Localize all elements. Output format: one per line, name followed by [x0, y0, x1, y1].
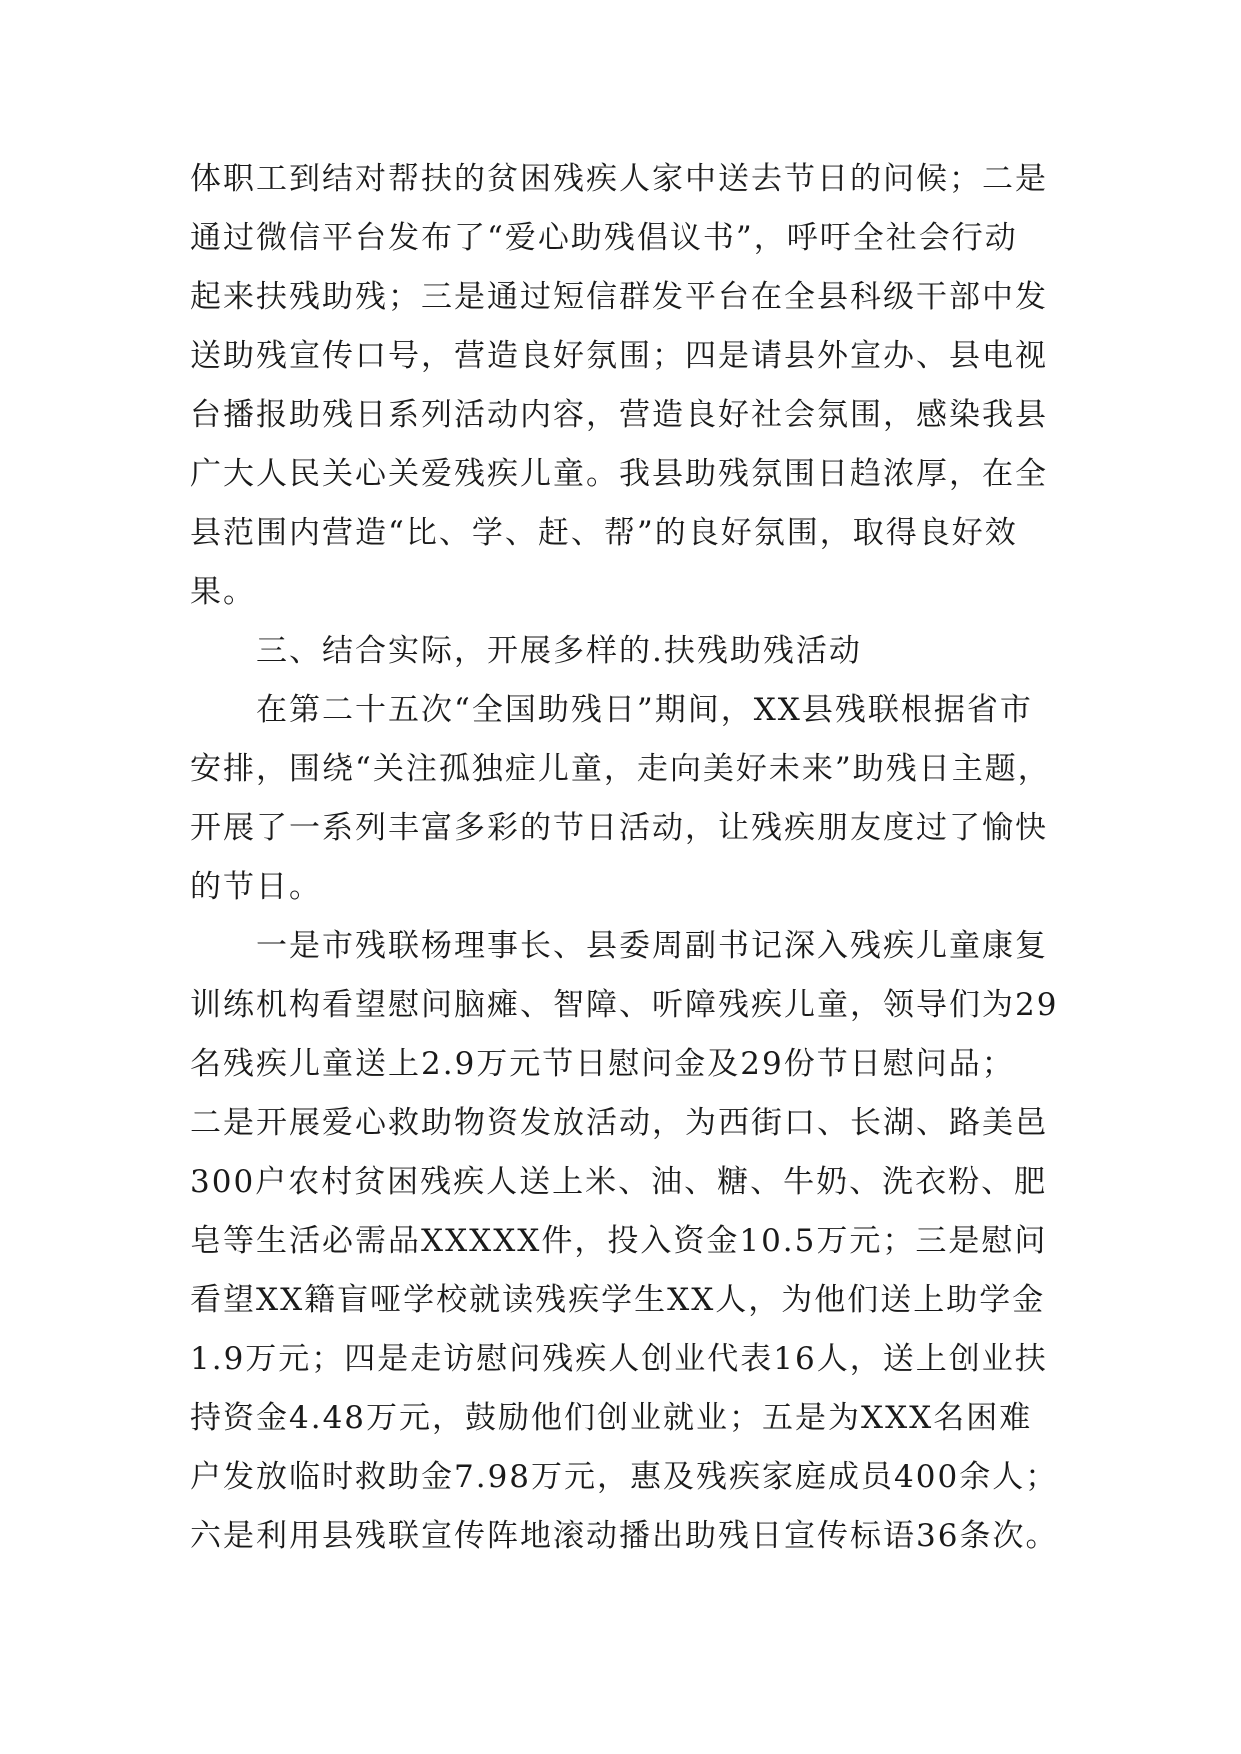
- text-line: 通过微信平台发布了“爱心助残倡议书”，呼吁全社会行动: [190, 220, 1018, 256]
- text-line: 皂等生活必需品XXXXX件，投入资金10.5万元；三是慰问: [190, 1223, 1048, 1259]
- paragraph-start-line: 在第二十五次“全国助残日”期间，XX县残联根据省市: [256, 692, 1033, 728]
- text-line: 广大人民关心关爱残疾儿童。我县助残氛围日趋浓厚，在全: [190, 456, 1048, 492]
- text-line: 二是开展爱心救助物资发放活动，为西街口、长湖、路美邑: [190, 1105, 1048, 1141]
- text-line: 的节日。: [190, 869, 322, 905]
- text-line: 持资金4.48万元，鼓励他们创业就业；五是为XXX名困难: [190, 1400, 1033, 1436]
- text-line: 送助残宣传口号，营造良好氛围；四是请县外宣办、县电视: [190, 338, 1048, 374]
- text-line: 台播报助残日系列活动内容，营造良好社会氛围，感染我县: [190, 397, 1048, 433]
- text-line: 六是利用县残联宣传阵地滚动播出助残日宣传标语36条次。: [190, 1518, 1059, 1554]
- text-line: 体职工到结对帮扶的贫困残疾人家中送去节日的问候；二是: [190, 161, 1048, 197]
- text-line: 1.9万元；四是走访慰问残疾人创业代表16人，送上创业扶: [190, 1341, 1048, 1377]
- section-heading: 三、结合实际，开展多样的.扶残助残活动: [256, 633, 862, 669]
- text-line: 300户农村贫困残疾人送上米、油、糖、牛奶、洗衣粉、肥: [190, 1164, 1048, 1200]
- text-line: 训练机构看望慰问脑瘫、智障、听障残疾儿童，领导们为29: [190, 987, 1059, 1023]
- text-line: 果。: [190, 574, 256, 610]
- paragraph-start-line: 一是市残联杨理事长、县委周副书记深入残疾儿童康复: [256, 928, 1048, 964]
- text-line: 安排，围绕“关注孤独症儿童，走向美好未来”助残日主题，: [190, 751, 1051, 787]
- text-line: 名残疾儿童送上2.9万元节日慰问金及29份节日慰问品；: [190, 1046, 1015, 1082]
- text-line: 户发放临时救助金7.98万元，惠及残疾家庭成员400余人；: [190, 1459, 1059, 1495]
- document-body: [190, 150, 1070, 1566]
- text-line: 看望XX籍盲哑学校就读残疾学生XX人，为他们送上助学金: [190, 1282, 1046, 1318]
- text-line: 起来扶残助残；三是通过短信群发平台在全县科级干部中发: [190, 279, 1048, 315]
- text-line: 开展了一系列丰富多彩的节日活动，让残疾朋友度过了愉快: [190, 810, 1048, 846]
- text-line: 县范围内营造“比、学、赶、帮”的良好氛围，取得良好效: [190, 515, 1018, 551]
